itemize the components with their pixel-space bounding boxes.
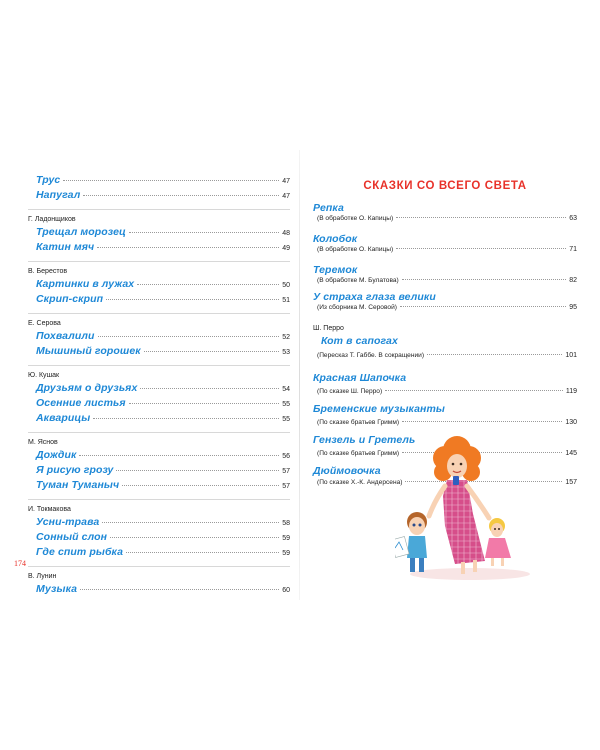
toc-entry[interactable] bbox=[28, 531, 290, 546]
toc-entry[interactable] bbox=[28, 546, 290, 561]
toc-title: Бременские музыканты bbox=[313, 403, 445, 415]
toc-title: Скрип-скрип bbox=[36, 293, 104, 305]
toc-author: Ю. Кушак bbox=[28, 365, 290, 382]
toc-page-number: 47 bbox=[282, 193, 290, 200]
toc-author: В. Лунин bbox=[28, 566, 290, 583]
leader-dots bbox=[126, 552, 279, 553]
toc-page-number: 48 bbox=[282, 230, 290, 237]
toc-title: Я рисую грозу bbox=[36, 464, 114, 476]
toc-title: Колобок bbox=[313, 233, 358, 245]
toc-title: Усни-трава bbox=[36, 516, 100, 528]
toc-title: Музыка bbox=[36, 583, 78, 595]
toc-entry[interactable] bbox=[28, 397, 290, 412]
toc-note: (По сказке Х.-К. Андерсена) bbox=[317, 479, 403, 486]
leader-dots bbox=[129, 403, 280, 404]
leader-dots bbox=[402, 421, 562, 422]
family-illustration bbox=[395, 436, 535, 586]
toc-title: Дюймовочка bbox=[313, 465, 381, 477]
toc-item[interactable] bbox=[313, 233, 577, 258]
leader-dots bbox=[396, 248, 566, 249]
toc-page-number: 119 bbox=[565, 388, 577, 395]
folio-page-number: 174 bbox=[14, 559, 26, 568]
leader-dots bbox=[98, 336, 280, 337]
toc-page-number: 52 bbox=[282, 334, 290, 341]
toc-title: Сонный слон bbox=[36, 531, 108, 543]
toc-page-number: 59 bbox=[282, 550, 290, 557]
toc-group bbox=[28, 313, 290, 360]
toc-entry[interactable] bbox=[28, 412, 290, 427]
toc-title: Катин мяч bbox=[36, 241, 95, 253]
toc-title: Где спит рыбка bbox=[36, 546, 124, 558]
toc-group bbox=[28, 261, 290, 308]
toc-entry[interactable] bbox=[28, 189, 290, 204]
toc-note: (По сказке братьев Гримм) bbox=[317, 419, 400, 426]
leader-dots bbox=[80, 589, 279, 590]
leader-dots bbox=[402, 279, 566, 280]
toc-entry[interactable] bbox=[28, 293, 290, 308]
leader-dots bbox=[102, 522, 279, 523]
leader-dots bbox=[79, 455, 279, 456]
toc-page-number: 47 bbox=[282, 178, 290, 185]
toc-title: Картинки в лужах bbox=[36, 278, 135, 290]
section-title: СКАЗКИ СО ВСЕГО СВЕТА bbox=[363, 180, 527, 192]
toc-note: (В обработке М. Булатова) bbox=[317, 277, 399, 284]
leader-dots bbox=[129, 232, 279, 233]
toc-page-number: 57 bbox=[282, 468, 290, 475]
toc-note: (В обработке О. Капицы) bbox=[317, 246, 394, 253]
toc-page-number: 55 bbox=[282, 401, 290, 408]
toc-title: Теремок bbox=[313, 264, 358, 276]
toc-author: Г. Ладонщиков bbox=[28, 209, 290, 226]
toc-entry[interactable] bbox=[28, 278, 290, 293]
toc-group bbox=[28, 432, 290, 494]
toc-item[interactable] bbox=[313, 403, 577, 431]
toc-group bbox=[28, 209, 290, 256]
toc-entry[interactable] bbox=[28, 345, 290, 360]
toc-author: Ш. Перро bbox=[313, 325, 344, 332]
toc-title: Репка bbox=[313, 202, 344, 214]
toc-page-number: 101 bbox=[565, 352, 577, 359]
toc-title: Напугал bbox=[36, 189, 81, 201]
ground-shadow bbox=[410, 568, 530, 580]
toc-title: Друзьям о друзьях bbox=[36, 382, 138, 394]
toc-entry[interactable] bbox=[28, 226, 290, 241]
toc-page-number: 63 bbox=[569, 215, 577, 222]
toc-entry[interactable] bbox=[28, 241, 290, 256]
toc-page-number: 71 bbox=[569, 246, 577, 253]
leader-dots bbox=[63, 180, 279, 181]
toc-page-number: 49 bbox=[282, 245, 290, 252]
toc-item[interactable] bbox=[313, 202, 577, 227]
toc-page-number: 82 bbox=[569, 277, 577, 284]
leader-dots bbox=[137, 284, 279, 285]
toc-title: Дождик bbox=[36, 449, 77, 461]
leader-dots bbox=[396, 217, 566, 218]
toc-page-number: 50 bbox=[282, 282, 290, 289]
toc-entry[interactable] bbox=[28, 174, 290, 189]
leader-dots bbox=[97, 247, 279, 248]
leader-dots bbox=[144, 351, 280, 352]
toc-author: Е. Серова bbox=[28, 313, 290, 330]
toc-page-number: 53 bbox=[282, 349, 290, 356]
toc-entry[interactable] bbox=[28, 330, 290, 345]
toc-title: Осенние листья bbox=[36, 397, 126, 409]
toc-page-number: 51 bbox=[282, 297, 290, 304]
toc-entry[interactable] bbox=[28, 382, 290, 397]
toc-item[interactable] bbox=[313, 264, 577, 289]
toc-entry[interactable] bbox=[28, 449, 290, 464]
leader-dots bbox=[93, 418, 279, 419]
toc-page-number: 56 bbox=[282, 453, 290, 460]
toc-author: М. Яснов bbox=[28, 432, 290, 449]
toc-title: Акварицы bbox=[36, 412, 91, 424]
toc-page-number: 54 bbox=[282, 386, 290, 393]
toc-note: (По сказке братьев Гримм) bbox=[317, 450, 400, 457]
leader-dots bbox=[400, 306, 566, 307]
toc-entry[interactable] bbox=[28, 479, 290, 494]
boy-figure bbox=[395, 512, 427, 572]
toc-page-number: 95 bbox=[569, 304, 577, 311]
toc-title: Красная Шапочка bbox=[313, 372, 407, 384]
toc-author: И. Токмакова bbox=[28, 499, 290, 516]
leader-dots bbox=[83, 195, 279, 196]
toc-title: У страха глаза велики bbox=[313, 291, 436, 303]
toc-title: Трус bbox=[36, 174, 61, 186]
leader-dots bbox=[110, 537, 279, 538]
toc-title: Похвалили bbox=[36, 330, 95, 342]
toc-item[interactable] bbox=[313, 291, 577, 316]
toc-title: Трещал морозец bbox=[36, 226, 126, 238]
girl-figure bbox=[485, 518, 511, 566]
leader-dots bbox=[122, 485, 279, 486]
leader-dots bbox=[106, 299, 279, 300]
toc-note: (По сказке Ш. Перро) bbox=[317, 388, 383, 395]
toc-item[interactable] bbox=[313, 322, 577, 364]
toc-item[interactable] bbox=[313, 372, 577, 400]
leader-dots bbox=[116, 470, 279, 471]
toc-group bbox=[28, 499, 290, 561]
left-page-toc bbox=[28, 174, 290, 598]
toc-page-number: 157 bbox=[565, 479, 577, 486]
toc-note: (Из сборника М. Серовой) bbox=[317, 304, 397, 311]
toc-page-number: 145 bbox=[565, 450, 577, 457]
toc-page-number: 55 bbox=[282, 416, 290, 423]
page-gutter bbox=[299, 150, 300, 600]
toc-author: В. Берестов bbox=[28, 261, 290, 278]
toc-title: Туман Туманыч bbox=[36, 479, 120, 491]
toc-page-number: 59 bbox=[282, 535, 290, 542]
leader-dots bbox=[385, 390, 563, 391]
toc-title: Кот в сапогах bbox=[321, 335, 398, 347]
toc-title: Мышиный горошек bbox=[36, 345, 141, 357]
toc-page-number: 130 bbox=[565, 419, 577, 426]
toc-note: (Пересказ Т. Габбе. В сокращении) bbox=[317, 352, 425, 359]
leader-dots bbox=[140, 388, 279, 389]
toc-entry[interactable] bbox=[28, 583, 290, 598]
toc-entry[interactable] bbox=[28, 516, 290, 531]
toc-title: Гензель и Гретель bbox=[313, 434, 416, 446]
leader-dots bbox=[427, 354, 562, 355]
toc-group bbox=[28, 566, 290, 598]
toc-group bbox=[28, 174, 290, 204]
toc-entry[interactable] bbox=[28, 464, 290, 479]
woman-figure bbox=[429, 436, 489, 574]
toc-note: (В обработке О. Капицы) bbox=[317, 215, 394, 222]
toc-group bbox=[28, 365, 290, 427]
toc-page-number: 57 bbox=[282, 483, 290, 490]
toc-page-number: 60 bbox=[282, 587, 290, 594]
toc-page-number: 58 bbox=[282, 520, 290, 527]
